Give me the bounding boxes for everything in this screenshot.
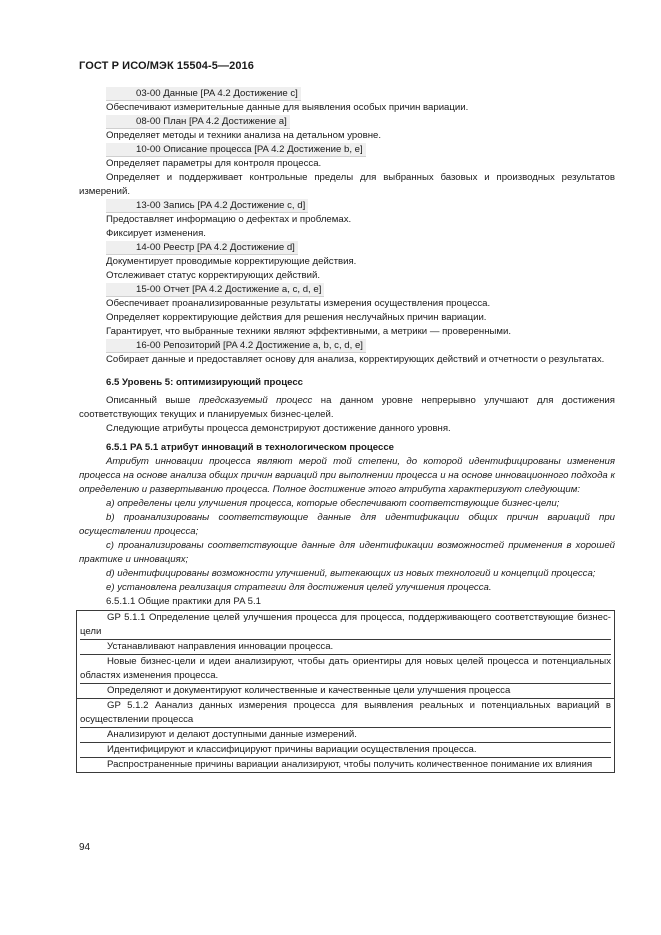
gp-line: Распространенные причины вариации анализируют, чтобы получить количественное понимание их влияния: [107, 759, 593, 770]
section-heading-6-5: 6.5 Уровень 5: оптимизирующий процесс: [106, 377, 304, 388]
line-text: 03-00 Данные [PA 4.2 Достижение c]: [106, 87, 301, 101]
attribute-point: e) установлена реализация стратегии для достижения целей улучшения процесса.: [106, 582, 492, 593]
section-heading-6-5-1: 6.5.1 PA 5.1 атрибут инноваций в технологическом процессе: [106, 442, 395, 453]
line-text: Обеспечивает проанализированные результаты измерения осуществления процесса.: [106, 298, 491, 309]
gp-line: Анализируют и делают доступными данные измерений.: [80, 728, 611, 743]
attribute-point: b) проанализированы соответствующие данные для идентификации общих причин вариаций при осуществлении процесса;: [79, 512, 615, 537]
work-product-line: [79, 269, 615, 283]
line-text: Отслеживает статус корректирующих действий.: [106, 270, 321, 281]
work-product-heading: [79, 339, 615, 353]
line-text: Документирует проводимые корректирующие действия.: [106, 256, 357, 267]
line-text: 16-00 Репозиторий [PA 4.2 Достижение a, b, c, d, e]: [106, 339, 366, 353]
gp-block: [76, 610, 615, 699]
work-product-line: [79, 297, 615, 311]
gp-line: Новые бизнес-цели и идеи анализируют, чтобы дать ориентиры для новых целей процесса и потенциальных областях изменения процесса.: [80, 655, 611, 684]
gp-block: [76, 698, 615, 773]
attribute-point: c) проанализированы соответствующие данные для идентификации возможностей применения в хорошей практике и инновациях;: [79, 540, 615, 565]
work-product-heading: [79, 283, 615, 297]
work-product-line: [79, 101, 615, 115]
line-text: Собирает данные и предоставляет основу для анализа, корректирующих действий и отчетности о результатах.: [106, 354, 605, 365]
para-text: Описанный выше: [106, 395, 199, 406]
work-product-line: [79, 227, 615, 241]
work-product-line: [79, 171, 615, 199]
gp-title: GP 5.1.2 Аанализ данных измерения процесса для выявления реальных и потенциальных вариаций в осуществлении процесса: [80, 699, 611, 728]
page-number: 94: [79, 842, 91, 853]
line-text: Фиксирует изменения.: [106, 228, 206, 239]
line-text: Определяет и поддерживает контрольные пределы для выбранных базовых и производных результатов измерений.: [79, 172, 615, 197]
work-product-line: [79, 311, 615, 325]
work-product-line: [79, 353, 615, 367]
gp-line: Определяют и документируют количественные и качественные цели улучшения процесса: [107, 685, 511, 696]
attribute-points: [79, 497, 615, 595]
gp-line: Устанавливают направления инновации процесса.: [80, 640, 611, 655]
page-body: [79, 87, 615, 773]
line-text: 15-00 Отчет [PA 4.2 Достижение a, c, d, e]: [106, 283, 324, 297]
page-header: ГОСТ Р ИСО/МЭК 15504-5—2016: [79, 60, 254, 72]
work-product-line: [79, 255, 615, 269]
section-6-5-paragraph-2: Следующие атрибуты процесса демонстрируют достижение данного уровня.: [106, 423, 451, 434]
gp-table: [79, 610, 615, 773]
work-product-heading: [79, 87, 615, 101]
work-product-heading: [79, 143, 615, 157]
work-product-line: [79, 213, 615, 227]
work-product-heading: [79, 199, 615, 213]
general-practices-heading: 6.5.1.1 Общие практики для PA 5.1: [106, 596, 261, 607]
para-text: на данном уровне непрерывно улучшают для достижения соответствующих текущих и планируемых бизнес-целей.: [79, 395, 615, 420]
line-text: 13-00 Запись [PA 4.2 Достижение c, d]: [106, 199, 308, 213]
work-product-line: [79, 129, 615, 143]
line-text: Определяет параметры для контроля процесса.: [106, 158, 322, 169]
line-text: 08-00 План [PA 4.2 Достижение a]: [106, 115, 290, 129]
attribute-point: d) идентифицированы возможности улучшений, вытекающих из новых технологий и концепций процесса;: [106, 568, 596, 579]
attribute-intro: Атрибут инновации процесса являют мерой той степени, до которой идентифицированы изменения процесса на основе анализа общих причин вариаций при выполнении процесса и на основе инновационного подхода к определению и развертыванию процесса. Полное достижение этого атрибута характеризуют следующим:: [79, 456, 615, 495]
gp-line: Идентифицируют и классифицируют причины вариации осуществления процесса.: [80, 743, 611, 758]
line-text: Гарантирует, что выбранные техники являют эффективными, а метрики — проверенными.: [106, 326, 512, 337]
para-emphasis: предсказуемый процесс: [198, 395, 313, 406]
line-text: 14-00 Реестр [PA 4.2 Достижение d]: [106, 241, 298, 255]
section-6-5-paragraph-1: [79, 394, 615, 422]
work-product-line: [79, 157, 615, 171]
work-product-list: [79, 87, 615, 367]
gp-title: GP 5.1.1 Определение целей улучшения процесса для процесса, поддерживающего соответствующие бизнес-цели: [80, 611, 611, 640]
line-text: Определяет методы и техники анализа на детальном уровне.: [106, 130, 382, 141]
work-product-heading: [79, 115, 615, 129]
work-product-line: [79, 325, 615, 339]
line-text: 10-00 Описание процесса [PA 4.2 Достижение b, e]: [106, 143, 366, 157]
line-text: Определяет корректирующие действия для решения неслучайных причин вариации.: [106, 312, 487, 323]
line-text: Обеспечивают измерительные данные для выявления особых причин вариации.: [106, 102, 469, 113]
line-text: Предоставляет информацию о дефектах и проблемах.: [106, 214, 352, 225]
attribute-point: а) определены цели улучшения процесса, которые обеспечивают соответствующие бизнес-цели;: [106, 498, 560, 509]
work-product-heading: [79, 241, 615, 255]
